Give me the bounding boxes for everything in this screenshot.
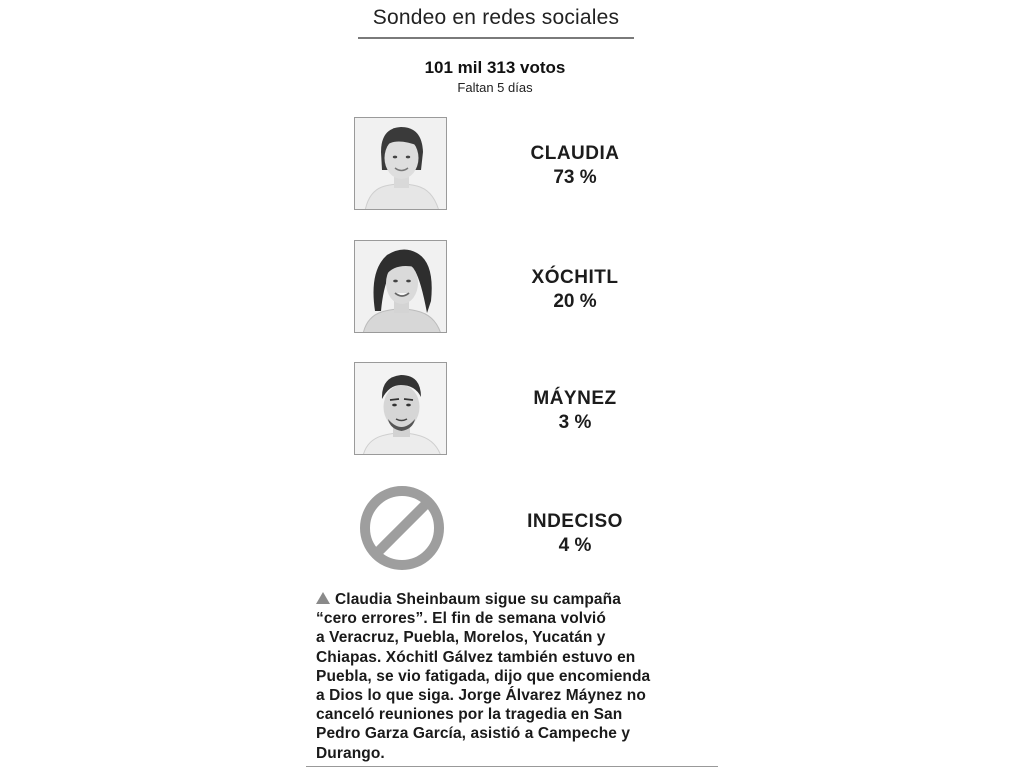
caption-text: Claudia Sheinbaum sigue su campaña — [335, 591, 621, 608]
maynez-photo — [354, 362, 447, 455]
claudia-photo — [354, 117, 447, 210]
candidate-percent: 73 % — [553, 167, 597, 188]
candidate-percent: 4 % — [558, 535, 592, 556]
poll-title: Sondeo en redes sociales — [372, 6, 620, 29]
caption-line: a Veracruz, Puebla, Morelos, Yucatán y — [316, 629, 606, 647]
candidate-name: XÓCHITL — [531, 267, 619, 288]
title-divider — [358, 37, 634, 39]
candidate-percent: 3 % — [558, 412, 592, 433]
days-remaining: Faltan 5 días — [457, 80, 533, 95]
candidate-name: INDECISO — [527, 511, 623, 532]
caption-line: Puebla, se vio fatigada, dijo que encomienda — [316, 667, 651, 685]
candidate-claudia — [500, 142, 650, 190]
candidate-percent: 20 % — [553, 291, 597, 312]
bottom-divider — [306, 766, 718, 767]
candidate-xochitl — [500, 266, 650, 314]
candidate-maynez — [500, 387, 650, 435]
caption-line: a Dios lo que siga. Jorge Álvarez Máynez no — [316, 687, 646, 705]
caption-line: Durango. — [316, 744, 385, 762]
caption-line: Chiapas. Xóchitl Gálvez también estuvo en — [316, 648, 636, 666]
triangle-icon — [316, 592, 330, 604]
candidate-name: CLAUDIA — [530, 143, 620, 164]
total-votes: 101 mil 313 votos — [424, 58, 566, 77]
caption-line: “cero errores”. El fin de semana volvió — [316, 610, 606, 628]
candidate-indeciso — [500, 510, 650, 558]
caption-line-1 — [316, 590, 696, 609]
caption-line: Pedro Garza García, asistió a Campeche y — [316, 725, 631, 743]
caption-line: canceló reuniones por la tragedia en San — [316, 706, 623, 724]
xochitl-photo — [354, 240, 447, 333]
prohibited-icon — [358, 484, 446, 572]
photo-caption — [316, 590, 696, 763]
candidate-name: MÁYNEZ — [533, 388, 617, 409]
